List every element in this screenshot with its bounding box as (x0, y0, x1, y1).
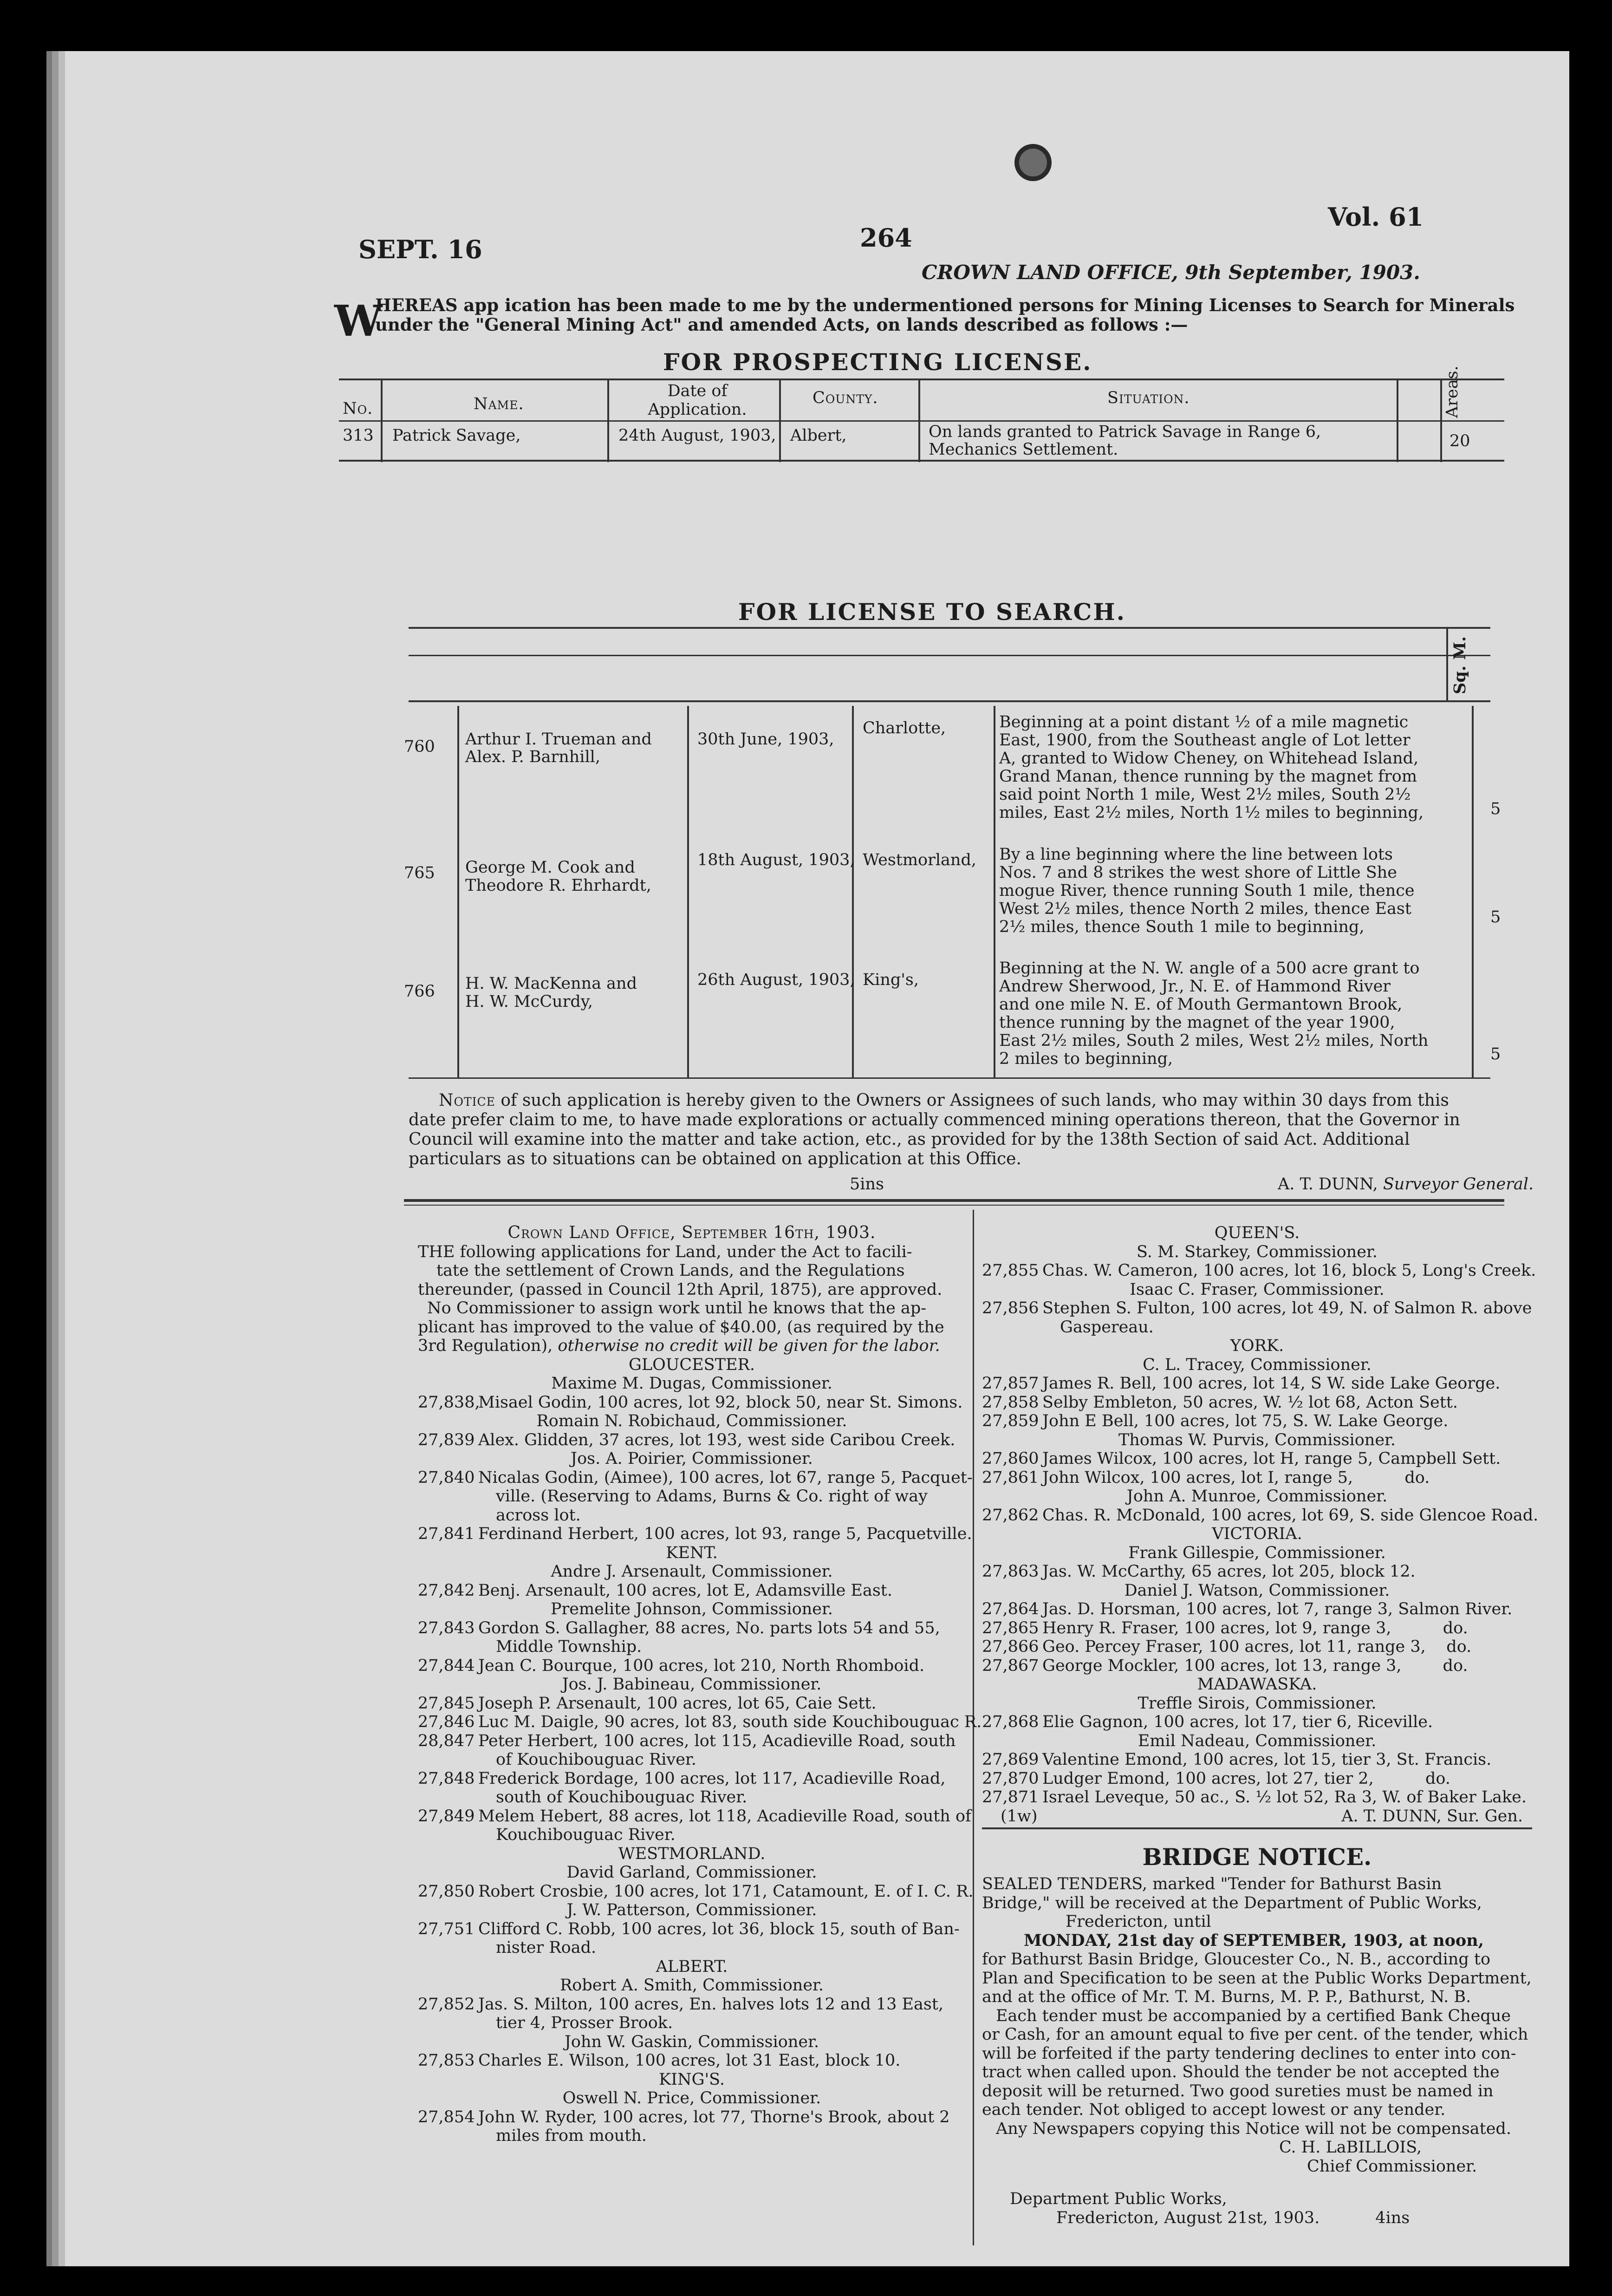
intro-line-2: under the "General Mining Act" and amended Acts, on lands described as follows :— (375, 314, 1188, 335)
entry (982, 1393, 1532, 1412)
county-heading: ALBERT. (656, 1957, 728, 1976)
notice-signature (1278, 1175, 1534, 1194)
entry (418, 2108, 966, 2127)
entry-continuation: Gaspereau. (1060, 1318, 1154, 1337)
entry (418, 1694, 966, 1713)
commissioner: Oswell N. Price, Commissioner. (562, 2089, 821, 2107)
search-situation-line: East 2½ miles, South 2 miles, West 2½ miles, North (999, 1031, 1429, 1050)
commissioner: Premelite Johnson, Commissioner. (550, 1600, 833, 1618)
search-name-1: George M. Cook and (465, 858, 635, 877)
search-name-1: H. W. MacKenna and (465, 974, 637, 993)
search-situation-line: said point North 1 mile, West 2½ miles, South 2½ (999, 785, 1411, 804)
entry (982, 1637, 1532, 1657)
signature-title: Surveyor General. (1383, 1175, 1534, 1194)
left-intro-line: 3rd Regulation), (418, 1337, 553, 1355)
entry (418, 1619, 966, 1638)
rule (339, 420, 1504, 422)
entry-number: 28,847 (418, 1731, 475, 1750)
th-situation: Situation. (1107, 389, 1190, 407)
prospect-area: 20 (1450, 432, 1470, 450)
entry-text: Alex. Glidden, 37 acres, lot 193, west side Caribou Creek. (478, 1430, 956, 1449)
bridge-line: Each tender must be accompanied by a certified Bank Cheque (996, 2006, 1511, 2025)
commissioner: Daniel J. Watson, Commissioner. (1124, 1581, 1390, 1600)
commissioner: J. W. Patterson, Commissioner. (566, 1901, 817, 1919)
bridge-line: Plan and Specification to be seen at the Public Works Department, (982, 1969, 1532, 1988)
entry-number: 27,845 (418, 1694, 475, 1713)
search-name-1: Arthur I. Trueman and (465, 730, 652, 749)
search-area: 5 (1490, 800, 1501, 818)
entry-text: Nicalas Godin, (Aimee), 100 acres, lot 67, range 5, Pacquet- (478, 1468, 973, 1487)
punch-hole (1014, 144, 1052, 181)
notice-text: of such application is hereby given to the Owners or Assignees of such lands, who may within 30 days from this (495, 1091, 1449, 1110)
entry-number: 27,850 (418, 1882, 475, 1901)
col-divider (381, 378, 383, 462)
entry-text: Jean C. Bourque, 100 acres, lot 210, North Rhomboid. (478, 1656, 925, 1675)
entry (982, 1713, 1532, 1732)
prospecting-title: FOR PROSPECTING LICENSE. (663, 348, 1092, 376)
entry (418, 1657, 966, 1676)
search-title: FOR LICENSE TO SEARCH. (738, 598, 1126, 626)
left-intro-line: No Commissioner to assign work until he knows that the ap- (427, 1299, 927, 1318)
search-situation-line: 2 miles to beginning, (999, 1050, 1173, 1068)
col-divider (918, 378, 920, 462)
left-intro-italic: otherwise no credit will be given for the labor. (558, 1337, 940, 1355)
entry-number: 27,841 (418, 1525, 475, 1543)
col-divider (994, 706, 995, 1077)
entry-text: Benj. Arsenault, 100 acres, lot E, Adamsville East. (478, 1581, 892, 1600)
county-heading: QUEEN'S. (1214, 1224, 1300, 1242)
bridge-title: BRIDGE NOTICE. (1142, 1843, 1372, 1871)
notice-line-1 (439, 1091, 1449, 1110)
commissioner: Romain N. Robichaud, Commissioner. (536, 1412, 847, 1430)
bridge-insertions: 4ins (1375, 2208, 1410, 2227)
notice-line-3: Council will examine into the matter and take action, etc., as provided for by the 138th Section of said Act. Additional (409, 1130, 1410, 1149)
entry-number: 27,856 (982, 1299, 1039, 1318)
commissioner: Robert A. Smith, Commissioner. (559, 1976, 824, 1995)
rule (339, 460, 1504, 462)
entry-number: 27,862 (982, 1506, 1039, 1525)
entry-continuation: Middle Township. (496, 1637, 642, 1656)
search-situation-line: Andrew Sherwood, Jr., N. E. of Hammond River (999, 977, 1391, 996)
entry (982, 1374, 1532, 1393)
entry-number: 27,846 (418, 1713, 475, 1731)
entry (418, 1995, 966, 2014)
entry (982, 1449, 1532, 1468)
entry-number: 27,860 (982, 1449, 1039, 1468)
entry-continuation: tier 4, Prosser Brook. (496, 2014, 673, 2032)
bridge-line: Bridge," will be received at the Department of Public Works, (982, 1893, 1482, 1912)
double-rule (404, 1199, 1504, 1202)
bridge-line: or Cash, for an amount equal to five per cent. of the tender, which (982, 2025, 1528, 2044)
entry (982, 1562, 1532, 1581)
county-heading: VICTORIA. (1212, 1525, 1302, 1543)
search-date: 26th August, 1903, (697, 971, 855, 989)
volume-number: Vol. 61 (1328, 202, 1424, 232)
bridge-line: tract when called upon. Should the tender be not accepted the (982, 2063, 1500, 2081)
commissioner: Andre J. Arsenault, Commissioner. (551, 1562, 833, 1581)
bridge-line: and at the office of Mr. T. M. Burns, M. P. P., Bathurst, N. B. (982, 1988, 1471, 2006)
left-intro-last (418, 1337, 966, 1356)
th-no: No. (343, 399, 373, 418)
commissioner: Thomas W. Purvis, Commissioner. (1118, 1430, 1396, 1449)
entry-continuation: nister Road. (496, 1938, 597, 1957)
entry-continuation: miles from mouth. (496, 2126, 647, 2145)
entry-number: 27,853 (418, 2051, 475, 2070)
commissioner: Isaac C. Fraser, Commissioner. (1130, 1280, 1384, 1299)
page-number: 264 (860, 223, 912, 253)
entry-text: Peter Herbert, 100 acres, lot 115, Acadieville Road, south (478, 1731, 956, 1750)
notice-lead: Notice (439, 1091, 495, 1110)
bridge-date: Fredericton, August 21st, 1903. (1056, 2208, 1320, 2227)
entry (418, 1431, 966, 1450)
signature-name: A. T. DUNN, (1278, 1175, 1378, 1194)
bridge-signer-title: Chief Commissioner. (1307, 2157, 1477, 2176)
entry (982, 1750, 1532, 1769)
entry-continuation: across lot. (496, 1506, 581, 1525)
entry-text: Joseph P. Arsenault, 100 acres, lot 65, Caie Sett. (478, 1694, 877, 1713)
entry-text: Chas. R. McDonald, 100 acres, lot 69, S. side Glencoe Road. (1042, 1506, 1539, 1525)
right-column (982, 1224, 1539, 2227)
entry-number: 27,869 (982, 1750, 1039, 1769)
col-divider (852, 706, 854, 1077)
entry-text: Valentine Emond, 100 acres, lot 15, tier 3, St. Francis. (1042, 1750, 1492, 1769)
entry (982, 1468, 1532, 1487)
entry (418, 1732, 966, 1751)
search-date: 18th August, 1903, (697, 851, 855, 869)
entry-text: James R. Bell, 100 acres, lot 14, S W. side Lake George. (1042, 1374, 1501, 1393)
entry-number: 27,854 (418, 2107, 475, 2126)
col-divider (687, 706, 689, 1077)
entry-number: 27,751 (418, 1919, 475, 1938)
search-name-2: Alex. P. Barnhill, (465, 748, 600, 766)
col-divider (607, 378, 609, 462)
county-heading: KENT. (666, 1543, 718, 1562)
entry-text: Chas. W. Cameron, 100 acres, lot 16, block 5, Long's Creek. (1042, 1261, 1536, 1280)
entry (982, 1769, 1532, 1788)
entry-text: Ludger Emond, 100 acres, lot 27, tier 2, do. (1042, 1769, 1450, 1788)
entry-text: John Wilcox, 100 acres, lot I, range 5, do. (1042, 1468, 1430, 1487)
entry (982, 1600, 1532, 1619)
bridge-line: MONDAY, 21st day of SEPTEMBER, 1903, at noon, (1024, 1931, 1484, 1950)
bridge-line: for Bathurst Basin Bridge, Gloucester Co., N. B., according to (982, 1950, 1491, 1969)
entry-number: 27,838, (418, 1393, 480, 1412)
entry (418, 2051, 966, 2070)
entry-text: John W. Ryder, 100 acres, lot 77, Thorne's Brook, about 2 (478, 2107, 950, 2126)
entry-number: 27,865 (982, 1618, 1039, 1637)
th-name: Name. (474, 395, 524, 413)
rule (409, 655, 1490, 656)
search-situation-line: 2½ miles, thence South 1 mile to beginning, (999, 918, 1365, 936)
left-office-line: Crown Land Office, September 16th, 1903. (507, 1223, 876, 1242)
entry (418, 1713, 982, 1732)
col-divider (1472, 706, 1474, 1077)
col-divider (779, 378, 781, 462)
search-situation-line: West 2½ miles, thence North 2 miles, thence East (999, 900, 1411, 918)
county-heading: YORK. (1230, 1337, 1284, 1355)
entry-text: Stephen S. Fulton, 100 acres, lot 49, N. of Salmon R. above (1042, 1299, 1532, 1318)
entry-text: John E Bell, 100 acres, lot 75, S. W. Lake George. (1042, 1412, 1449, 1430)
signature: A. T. DUNN, Sur. Gen. (1341, 1807, 1523, 1826)
search-situation-line: and one mile N. E. of Mouth Germantown Brook, (999, 995, 1403, 1014)
entry-text: Melem Hebert, 88 acres, lot 118, Acadieville Road, south of (478, 1807, 971, 1826)
search-county: King's, (863, 971, 919, 989)
entry (982, 1506, 1539, 1525)
search-area: 5 (1490, 1045, 1501, 1063)
entry-number: 27,843 (418, 1618, 475, 1637)
county-heading: WESTMORLAND. (618, 1844, 766, 1863)
entry-text: Henry R. Fraser, 100 acres, lot 9, range 3, do. (1042, 1618, 1468, 1637)
entry (982, 1619, 1532, 1638)
entry-number: 27,848 (418, 1769, 475, 1788)
commissioner: Emil Nadeau, Commissioner. (1138, 1731, 1377, 1750)
prospect-name: Patrick Savage, (392, 426, 521, 445)
search-situation-line: By a line beginning where the line between lots (999, 845, 1393, 864)
bridge-dept: Department Public Works, (1010, 2190, 1227, 2208)
left-intro-line: tate the settlement of Crown Lands, and the Regulations (436, 1261, 905, 1280)
county-heading: KING'S. (658, 2070, 725, 2089)
bridge-line: Any Newspapers copying this Notice will not be compensated. (996, 2119, 1511, 2138)
prospect-no: 313 (343, 426, 374, 445)
entry-text: Geo. Percey Fraser, 100 acres, lot 11, range 3, do. (1042, 1637, 1472, 1656)
search-situation-line: Beginning at the N. W. angle of a 500 acre grant to (999, 959, 1420, 978)
entry-text: Selby Embleton, 50 acres, W. ½ lot 68, Acton Sett. (1042, 1393, 1458, 1412)
commissioner: David Garland, Commissioner. (566, 1863, 817, 1882)
double-rule (404, 1205, 1504, 1206)
search-no: 760 (404, 737, 435, 756)
entry (418, 1468, 973, 1487)
entry (418, 1769, 966, 1788)
commissioner: John W. Gaskin, Commissioner. (564, 2032, 819, 2051)
issue-date: SEPT. 16 (358, 235, 482, 264)
bridge-place-date (982, 2209, 1532, 2228)
entry-number: 27,852 (418, 1995, 475, 2014)
left-intro-line: THE following applications for Land, under the Act to facili- (418, 1242, 912, 1261)
col-divider (1446, 627, 1448, 701)
entry-text: Luc M. Daigle, 90 acres, lot 83, south side Kouchibouguac R. (478, 1713, 982, 1731)
entry-number: 27,866 (982, 1637, 1039, 1656)
col-divider (1397, 378, 1398, 462)
commissioner: Jos. A. Poirier, Commissioner. (571, 1449, 813, 1468)
entry (982, 1412, 1532, 1431)
commissioner: John A. Munroe, Commissioner. (1126, 1487, 1388, 1506)
entry-number: 27,857 (982, 1374, 1039, 1393)
entry-text: Elie Gagnon, 100 acres, lot 17, tier 6, Riceville. (1042, 1713, 1433, 1731)
entry-continuation: Kouchibouguac River. (496, 1826, 676, 1844)
bridge-line: Fredericton, until (1066, 1912, 1211, 1931)
entry-number: 27,849 (418, 1807, 475, 1826)
rule (409, 700, 1490, 702)
entry-text: Robert Crosbie, 100 acres, lot 171, Catamount, E. of I. C. R. (478, 1882, 974, 1901)
entry (418, 1920, 966, 1939)
office-dateline: CROWN LAND OFFICE, 9th September, 1903. (922, 261, 1420, 284)
entry-text: Misael Godin, 100 acres, lot 92, block 50, near St. Simons. (478, 1393, 963, 1412)
notice-line-2: date prefer claim to me, to have made explorations or actually commenced mining operations thereon, that the Governor in (409, 1110, 1460, 1129)
drop-cap: W (334, 296, 383, 346)
queens-signoff (982, 1807, 1532, 1826)
search-name-2: Theodore R. Ehrhardt, (465, 876, 651, 895)
entry-text: George Mockler, 100 acres, lot 13, range 3, do. (1042, 1656, 1468, 1675)
search-county: Westmorland, (863, 851, 976, 869)
entry-number: 27,840 (418, 1468, 475, 1487)
commissioner: C. L. Tracey, Commissioner. (1143, 1355, 1372, 1374)
entry-number: 27,855 (982, 1261, 1039, 1280)
entry (418, 1807, 971, 1826)
entry-text: Clifford C. Robb, 100 acres, lot 36, block 15, south of Ban- (478, 1919, 960, 1938)
search-name-2: H. W. McCurdy, (465, 992, 593, 1011)
search-no: 766 (404, 982, 435, 1001)
commissioner: Frank Gillespie, Commissioner. (1128, 1543, 1386, 1562)
search-county: Charlotte, (863, 719, 946, 737)
county-heading: MADAWASKA. (1197, 1675, 1317, 1694)
bridge-line: each tender. Not obliged to accept lowest or any tender. (982, 2100, 1446, 2119)
entry-text: Israel Leveque, 50 ac., S. ½ lot 52, Ra 3, W. of Baker Lake. (1042, 1788, 1527, 1807)
commissioner: Jos. J. Babineau, Commissioner. (562, 1675, 822, 1694)
entry-continuation: of Kouchibouguac River. (496, 1750, 696, 1769)
left-column (418, 1223, 982, 2146)
entry (418, 1393, 966, 1412)
prospect-situation-2: Mechanics Settlement. (929, 440, 1118, 459)
col-divider (1440, 378, 1442, 462)
entry-text: Ferdinand Herbert, 100 acres, lot 93, range 5, Pacquetville. (478, 1525, 972, 1543)
search-no: 765 (404, 864, 435, 882)
county-heading: GLOUCESTER. (628, 1355, 755, 1374)
commissioner: Maxime M. Dugas, Commissioner. (551, 1374, 832, 1393)
search-area: 5 (1490, 908, 1501, 926)
bridge-line: deposit will be returned. Two good sureties must be named in (982, 2081, 1494, 2100)
entry (418, 1882, 974, 1901)
entry-number: 27,861 (982, 1468, 1039, 1487)
left-intro-line: plicant has improved to the value of $40.00, (as required by the (418, 1318, 944, 1337)
entry-text: Jas. S. Milton, 100 acres, En. halves lots 12 and 13 East, (478, 1995, 944, 2014)
search-situation-line: mogue River, thence running South 1 mile, thence (999, 881, 1415, 900)
entry-continuation: ville. (Reserving to Adams, Burns & Co. right of way (496, 1487, 928, 1506)
entry (982, 1657, 1532, 1676)
entry-number: 27,844 (418, 1656, 475, 1675)
rule (982, 1827, 1532, 1829)
entry-text: Gordon S. Gallagher, 88 acres, No. parts lots 54 and 55, (478, 1618, 940, 1637)
entry (982, 1299, 1532, 1318)
search-situation-line: Beginning at a point distant ½ of a mile magnetic (999, 713, 1409, 731)
newspaper-page (65, 51, 1569, 2266)
entry-number: 27,867 (982, 1656, 1039, 1675)
entry-text: Jas. D. Horsman, 100 acres, lot 7, range 3, Salmon River. (1042, 1600, 1513, 1618)
th-areas: Areas. (1443, 365, 1462, 418)
entry-number: 27,859 (982, 1412, 1039, 1430)
entry-text: James Wilcox, 100 acres, lot H, range 5, Campbell Sett. (1042, 1449, 1501, 1468)
entry (982, 1788, 1532, 1807)
th-sq-m: Sq. M. (1450, 636, 1469, 694)
bridge-signer: C. H. LaBILLOIS, (1279, 2138, 1422, 2157)
notice-insertions: 5ins (850, 1175, 884, 1194)
entry-number: 27,839 (418, 1430, 475, 1449)
prospect-date: 24th August, 1903, (618, 426, 776, 445)
entry-number: 27,870 (982, 1769, 1039, 1788)
spacer (982, 2176, 1532, 2190)
rule (339, 378, 1504, 380)
notice-line-4: particulars as to situations can be obtained on application at this Office. (409, 1149, 1021, 1168)
entry-number: 27,858 (982, 1393, 1039, 1412)
commissioner: S. M. Starkey, Commissioner. (1137, 1242, 1378, 1261)
entry-number: 27,868 (982, 1713, 1039, 1731)
search-situation-line: Grand Manan, thence running by the magnet from (999, 767, 1417, 786)
rule (409, 1077, 1490, 1079)
search-situation-line: A, granted to Widow Cheney, on Whitehead Island, (999, 749, 1419, 768)
entry-number: 27,871 (982, 1788, 1039, 1807)
search-situation-line: thence running by the magnet of the year 1900, (999, 1013, 1395, 1032)
entry-text: Charles E. Wilson, 100 acres, lot 31 East, block 10. (478, 2051, 901, 2070)
search-date: 30th June, 1903, (697, 730, 834, 749)
entry-number: 27,842 (418, 1581, 475, 1600)
entry (418, 1581, 966, 1600)
entry-continuation: south of Kouchibouguac River. (496, 1788, 748, 1807)
entry-number: 27,863 (982, 1562, 1039, 1581)
search-situation-line: East, 1900, from the Southeast angle of Lot letter (999, 731, 1410, 750)
entry (418, 1525, 972, 1544)
search-situation-line: Nos. 7 and 8 strikes the west shore of Little She (999, 863, 1397, 882)
rule (409, 627, 1490, 629)
entry (982, 1261, 1536, 1280)
th-date: Date of Application. (648, 382, 747, 419)
left-intro-line: thereunder, (passed in Council 12th April, 1875), are approved. (418, 1280, 942, 1299)
prospect-county: Albert, (790, 426, 847, 445)
bridge-line: will be forfeited if the party tendering declines to enter into con- (982, 2044, 1516, 2063)
entry-text: Frederick Bordage, 100 acres, lot 117, Acadieville Road, (478, 1769, 946, 1788)
commissioner: Treffle Sirois, Commissioner. (1138, 1694, 1377, 1713)
entry-text: Jas. W. McCarthy, 65 acres, lot 205, block 12. (1042, 1562, 1416, 1581)
intro-line-1: HEREAS app ication has been made to me by the undermentioned persons for Mining Licenses to Search for Minerals (375, 295, 1515, 315)
insertion-mark: (1w) (1001, 1807, 1038, 1826)
prospect-situation-1: On lands granted to Patrick Savage in Range 6, (929, 423, 1321, 441)
th-county: County. (812, 389, 878, 407)
entry-number: 27,864 (982, 1600, 1039, 1618)
bridge-line: SEALED TENDERS, marked "Tender for Bathurst Basin (982, 1875, 1442, 1893)
search-situation-line: miles, East 2½ miles, North 1½ miles to beginning, (999, 803, 1424, 822)
col-divider (457, 706, 459, 1077)
